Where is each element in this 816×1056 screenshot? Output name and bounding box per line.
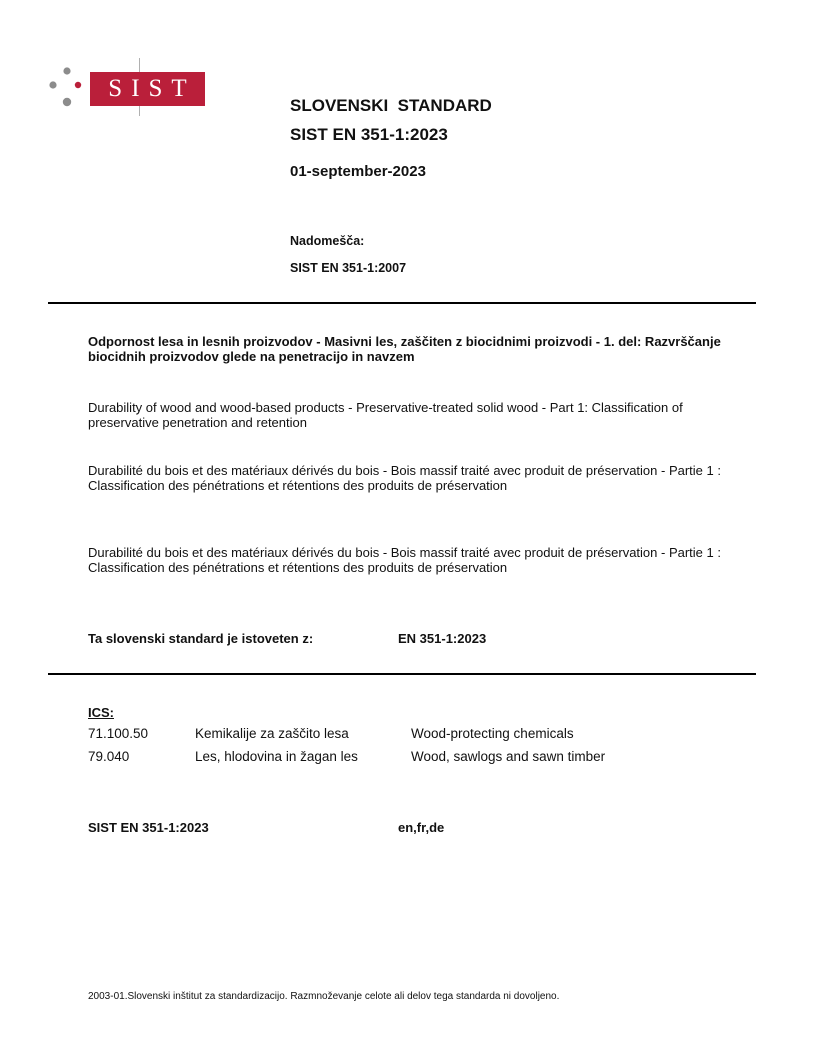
title-english: Durability of wood and wood-based products - Preservative-treated solid wood - Part 1: Classification of preservative penetration and retention	[88, 400, 683, 430]
ics-description-sl: Les, hlodovina in žagan les	[195, 749, 358, 764]
identity-label: Ta slovenski standard je istoveten z:	[88, 631, 314, 646]
ics-code: 79.040	[88, 749, 130, 764]
ics-description-en: Wood, sawlogs and sawn timber	[411, 749, 606, 764]
sist-logo: SIST	[90, 72, 205, 106]
footer-languages: en,fr,de	[398, 820, 445, 835]
standard-date: 01-september-2023	[290, 163, 426, 180]
copyright-notice: 2003-01.Slovenski inštitut za standardizacijo. Razmnoževanje celote ali delov tega standarda ni dovoljeno.	[88, 991, 560, 1002]
replaces-code: SIST EN 351-1:2007	[290, 261, 407, 275]
standard-type: SLOVENSKI STANDARD	[290, 96, 492, 115]
ics-heading: ICS:	[88, 705, 114, 720]
replaces-label: Nadomešča:	[290, 234, 365, 248]
ics-code: 71.100.50	[88, 726, 149, 741]
divider-top	[48, 302, 756, 304]
title-french: Durabilité du bois et des matériaux dérivés du bois - Bois massif traité avec produit de préservation - Partie 1 : Classification des pénétrations et rétentions des produits de préservation	[88, 463, 721, 493]
ics-description-en: Wood-protecting chemicals	[411, 726, 574, 741]
identity-value: EN 351-1:2023	[398, 631, 487, 646]
title-german: Durabilité du bois et des matériaux dérivés du bois - Bois massif traité avec produit de préservation - Partie 1 : Classification des pénétrations et rétentions des produits de préservation	[88, 545, 721, 575]
divider-middle	[48, 673, 756, 675]
title-slovenian: Odpornost lesa in lesnih proizvodov - Masivni les, zaščiten z biocidnimi proizvodi - 1. del: Razvrščanje biocidnih proizvodov glede na penetracijo in navzem	[88, 334, 721, 364]
dots-icon	[48, 66, 82, 110]
footer-standard-code: SIST EN 351-1:2023	[88, 820, 209, 835]
ics-description-sl: Kemikalije za zaščito lesa	[195, 726, 349, 741]
standard-code: SIST EN 351-1:2023	[290, 125, 448, 144]
